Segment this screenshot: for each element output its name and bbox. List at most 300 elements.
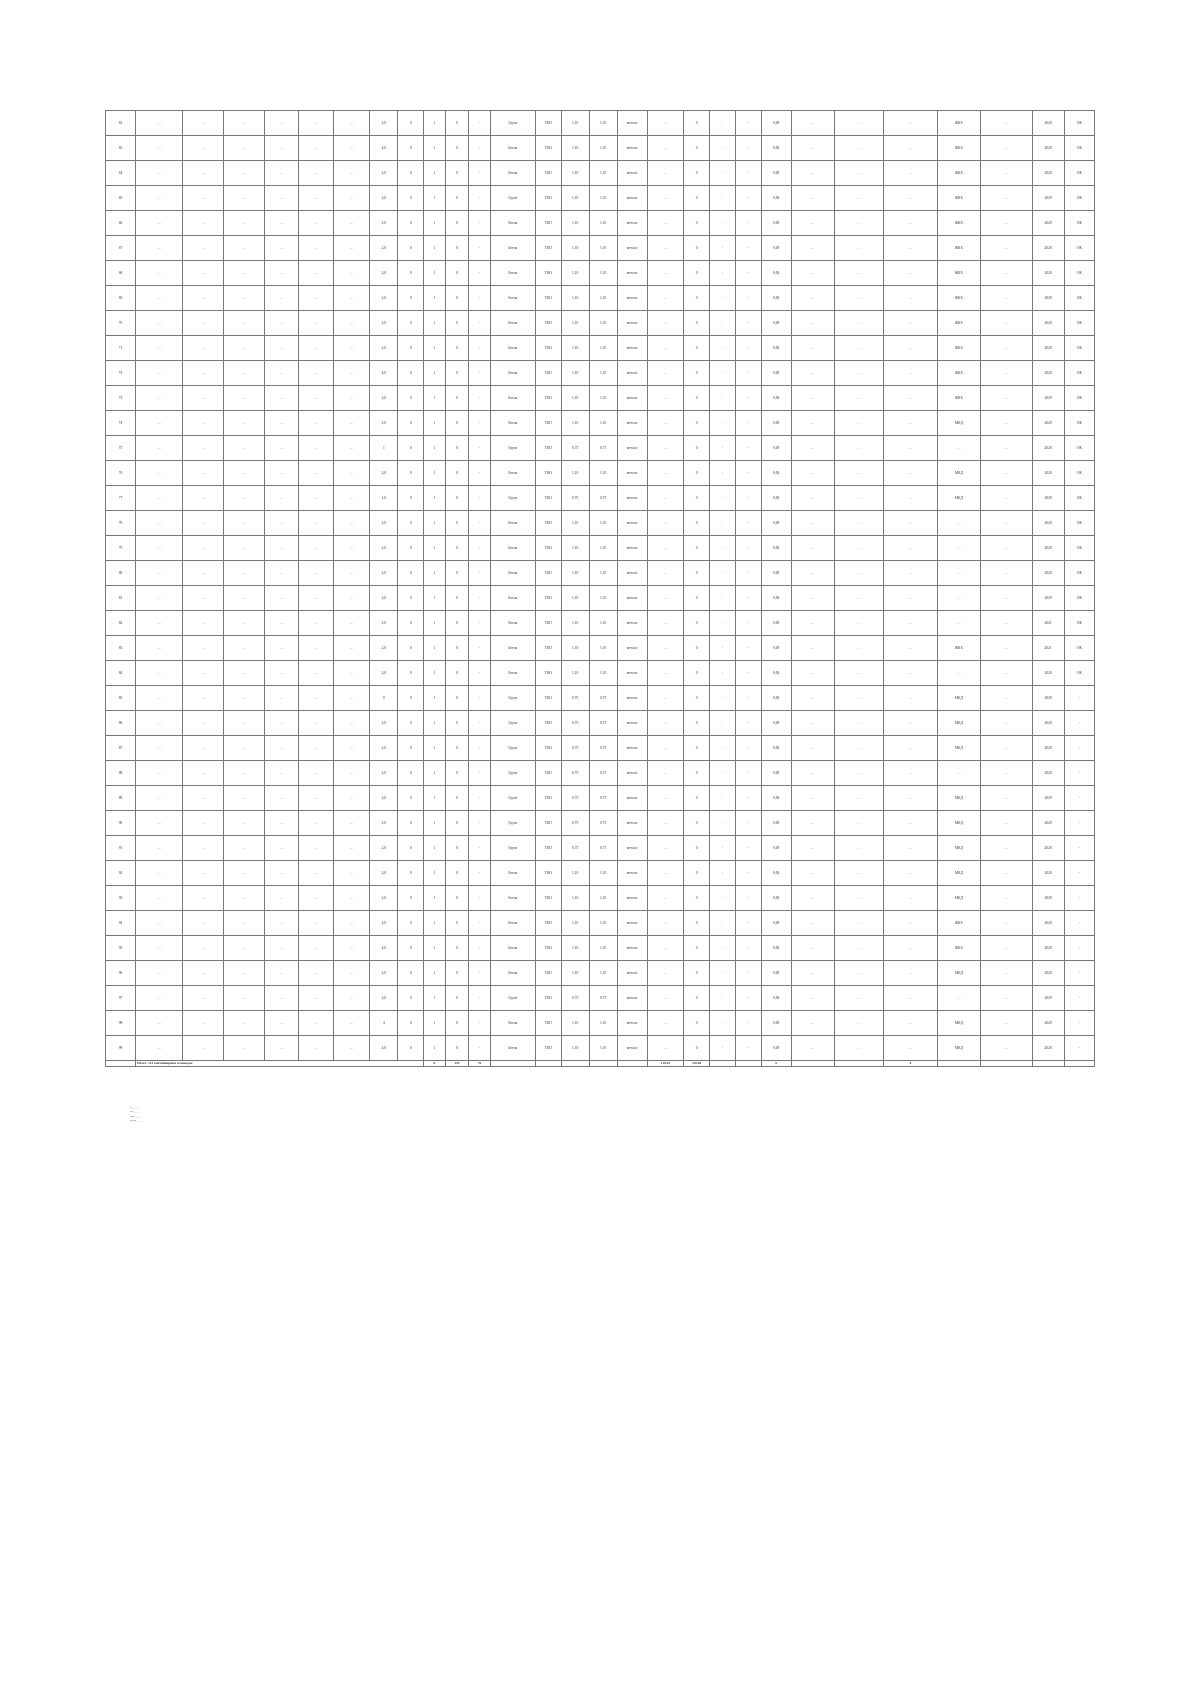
table-cell: 2020 xyxy=(1032,1011,1064,1036)
table-cell: 1,10 xyxy=(589,1036,617,1061)
table-cell: … xyxy=(265,386,299,411)
table-cell: - xyxy=(710,836,736,861)
table-cell: … xyxy=(183,236,224,261)
table-cell: … xyxy=(791,836,834,861)
table-cell: - xyxy=(735,336,761,361)
table-cell: … xyxy=(333,611,370,636)
table-cell: … xyxy=(647,1036,684,1061)
table-cell: Грунт xyxy=(490,811,535,836)
table-cell: 1 xyxy=(424,936,446,961)
table-cell: … xyxy=(647,561,684,586)
table-cell: … xyxy=(884,511,938,536)
table-cell: … xyxy=(980,411,1032,436)
table-cell: ТКО xyxy=(535,711,561,736)
table-cell: - xyxy=(710,536,736,561)
table-cell: … xyxy=(980,1011,1032,1036)
table-cell: 1,10 xyxy=(589,111,617,136)
table-cell: - xyxy=(710,161,736,186)
table-cell: металл xyxy=(617,486,647,511)
footnote-4: **** – … xyxy=(130,1119,143,1124)
table-cell: - xyxy=(1064,686,1094,711)
table-cell: ТКО xyxy=(535,136,561,161)
table-cell: - xyxy=(735,811,761,836)
table-cell: - xyxy=(735,536,761,561)
table-cell: - xyxy=(735,686,761,711)
table-cell: 2,0 xyxy=(370,236,398,261)
table-cell: - xyxy=(469,461,491,486)
table-cell: … xyxy=(791,361,834,386)
table-cell: Бетон xyxy=(490,261,535,286)
table-cell: … xyxy=(224,361,265,386)
row-number-cell: 74 xyxy=(106,411,136,436)
table-cell: … xyxy=(183,361,224,386)
table-cell: … xyxy=(647,861,684,886)
table-cell: 0 xyxy=(684,636,710,661)
table-cell: 0,00 xyxy=(761,461,791,486)
table-cell: 1 xyxy=(424,636,446,661)
table-cell: 2,0 xyxy=(370,461,398,486)
table-cell: 0 xyxy=(398,886,424,911)
table-cell: 2020 xyxy=(1032,186,1064,211)
table-cell: … xyxy=(299,211,333,236)
table-cell: ТКО xyxy=(535,561,561,586)
table-cell: - xyxy=(469,361,491,386)
table-cell: 2,0 xyxy=(370,711,398,736)
table-cell: Бетон xyxy=(490,1036,535,1061)
table-cell: 0 xyxy=(445,186,469,211)
table-cell: … xyxy=(884,1011,938,1036)
table-cell: … xyxy=(299,161,333,186)
table-cell: … xyxy=(791,136,834,161)
table-cell: 0 xyxy=(398,436,424,461)
table-cell: металл xyxy=(617,661,647,686)
table-cell: … xyxy=(647,186,684,211)
table-cell: Бетон xyxy=(490,461,535,486)
table-cell: - xyxy=(710,911,736,936)
table-cell: … xyxy=(299,586,333,611)
table-cell: 2,0 xyxy=(370,336,398,361)
table-cell: - xyxy=(710,561,736,586)
table-cell: ЖКХ xyxy=(937,911,980,936)
row-number-cell: 65 xyxy=(106,186,136,211)
table-cell: … xyxy=(791,1011,834,1036)
table-cell: 1 xyxy=(424,261,446,286)
table-cell: … xyxy=(980,186,1032,211)
table-cell: 2020 xyxy=(1032,536,1064,561)
row-number-cell: 89 xyxy=(106,786,136,811)
table-cell: 2020 xyxy=(1032,686,1064,711)
table-cell: 0,75 xyxy=(561,786,589,811)
table-cell: - xyxy=(735,111,761,136)
address-cell: … xyxy=(136,411,183,436)
table-cell: … xyxy=(224,311,265,336)
table-cell: … xyxy=(980,511,1032,536)
table-cell: 2020 xyxy=(1032,811,1064,836)
table-cell: … xyxy=(980,286,1032,311)
table-cell: - xyxy=(735,886,761,911)
table-row xyxy=(106,536,1095,561)
table-cell: - xyxy=(735,1011,761,1036)
table-cell: 2021 xyxy=(1032,636,1064,661)
table-row xyxy=(106,836,1095,861)
table-cell: 0,75 xyxy=(589,761,617,786)
table-cell: … xyxy=(647,486,684,511)
table-cell: ОК xyxy=(1064,136,1094,161)
table-cell: ТКО xyxy=(535,361,561,386)
table-cell: 2,0 xyxy=(370,111,398,136)
table-cell: Бетон xyxy=(490,336,535,361)
table-cell: - xyxy=(710,611,736,636)
table-cell: … xyxy=(265,111,299,136)
table-cell: ТКО xyxy=(535,411,561,436)
table-cell: Грунт xyxy=(490,836,535,861)
table-cell: - xyxy=(469,586,491,611)
table-cell: - xyxy=(710,636,736,661)
table-cell: Бетон xyxy=(490,1011,535,1036)
table-cell: … xyxy=(980,861,1032,886)
table-cell: ТКО xyxy=(535,786,561,811)
table-cell: 2021 xyxy=(1032,611,1064,636)
totals-cell: 0 xyxy=(424,1061,446,1067)
table-cell: … xyxy=(333,211,370,236)
table-cell: 0,00 xyxy=(761,511,791,536)
table-row xyxy=(106,436,1095,461)
table-cell: … xyxy=(834,511,883,536)
table-cell: … xyxy=(224,536,265,561)
table-cell: - xyxy=(1064,886,1094,911)
table-cell: … xyxy=(647,536,684,561)
table-cell: … xyxy=(884,786,938,811)
table-cell: 0,00 xyxy=(761,536,791,561)
table-cell: … xyxy=(333,736,370,761)
table-cell: 1 xyxy=(424,136,446,161)
row-number-cell: 79 xyxy=(106,536,136,561)
table-cell: … xyxy=(224,811,265,836)
table-cell: МКД xyxy=(937,811,980,836)
row-number-cell: 86 xyxy=(106,711,136,736)
table-cell: 0,00 xyxy=(761,186,791,211)
table-cell: металл xyxy=(617,686,647,711)
table-cell: 0 xyxy=(445,361,469,386)
table-cell: 2020 xyxy=(1032,711,1064,736)
table-cell: … xyxy=(834,336,883,361)
table-cell: … xyxy=(333,661,370,686)
table-cell: … xyxy=(265,736,299,761)
table-cell: 1 xyxy=(424,336,446,361)
table-cell: МКД xyxy=(937,886,980,911)
table-row xyxy=(106,761,1095,786)
table-cell: … xyxy=(834,786,883,811)
table-cell: 0 xyxy=(398,836,424,861)
table-cell: … xyxy=(333,161,370,186)
table-cell: 2020 xyxy=(1032,436,1064,461)
table-cell: … xyxy=(224,586,265,611)
table-cell: … xyxy=(937,511,980,536)
table-cell: - xyxy=(710,211,736,236)
table-cell: Грунт xyxy=(490,186,535,211)
table-cell: 0 xyxy=(398,536,424,561)
table-cell: - xyxy=(735,586,761,611)
table-cell: 2,0 xyxy=(370,986,398,1011)
table-cell: 1 xyxy=(424,1036,446,1061)
table-cell: - xyxy=(469,686,491,711)
table-cell: 0 xyxy=(445,861,469,886)
table-cell: 2,0 xyxy=(370,261,398,286)
table-cell: - xyxy=(469,836,491,861)
table-cell: ТКО xyxy=(535,1011,561,1036)
table-cell: … xyxy=(834,136,883,161)
table-cell: 2020 xyxy=(1032,761,1064,786)
table-body xyxy=(106,111,1095,1067)
table-cell: … xyxy=(980,736,1032,761)
table-cell: … xyxy=(834,486,883,511)
table-cell: … xyxy=(791,561,834,586)
table-cell: 1,10 xyxy=(589,636,617,661)
table-cell: … xyxy=(647,786,684,811)
table-cell: … xyxy=(884,661,938,686)
table-cell: - xyxy=(710,961,736,986)
table-cell: … xyxy=(791,686,834,711)
address-cell: … xyxy=(136,386,183,411)
table-cell: - xyxy=(469,261,491,286)
table-cell: 0,00 xyxy=(761,686,791,711)
table-cell: 1,10 xyxy=(561,536,589,561)
table-cell: 1,10 xyxy=(589,261,617,286)
table-row xyxy=(106,111,1095,136)
table-cell: Грунт xyxy=(490,786,535,811)
table-row xyxy=(106,736,1095,761)
table-cell: ТКО xyxy=(535,336,561,361)
table-cell: 1,10 xyxy=(589,361,617,386)
table-cell: металл xyxy=(617,211,647,236)
table-cell: ОК xyxy=(1064,636,1094,661)
table-cell: … xyxy=(183,461,224,486)
table-cell: 1,10 xyxy=(561,336,589,361)
table-cell: … xyxy=(224,561,265,586)
table-cell: 0,00 xyxy=(761,861,791,886)
table-cell: ОК xyxy=(1064,286,1094,311)
table-cell: … xyxy=(333,961,370,986)
table-cell: … xyxy=(299,961,333,986)
table-cell: 0 xyxy=(398,1036,424,1061)
row-number-cell: 69 xyxy=(106,286,136,311)
table-cell: 0,00 xyxy=(761,1036,791,1061)
totals-cell xyxy=(735,1061,761,1067)
table-cell: 1 xyxy=(424,586,446,611)
table-cell: металл xyxy=(617,136,647,161)
table-cell: … xyxy=(333,511,370,536)
table-row xyxy=(106,686,1095,711)
table-row xyxy=(106,361,1095,386)
table-cell: … xyxy=(834,736,883,761)
table-row xyxy=(106,136,1095,161)
row-number-cell: 95 xyxy=(106,936,136,961)
table-cell: ЖКХ xyxy=(937,136,980,161)
table-cell: 2020 xyxy=(1032,1036,1064,1061)
table-cell: … xyxy=(647,236,684,261)
table-cell: … xyxy=(647,311,684,336)
table-cell: ТКО xyxy=(535,886,561,911)
table-row xyxy=(106,286,1095,311)
table-cell: … xyxy=(299,611,333,636)
table-cell: … xyxy=(183,1011,224,1036)
table-cell: … xyxy=(333,886,370,911)
table-cell: 0,00 xyxy=(761,261,791,286)
table-cell: … xyxy=(183,286,224,311)
table-cell: … xyxy=(333,286,370,311)
table-cell: Бетон xyxy=(490,361,535,386)
table-cell: металл xyxy=(617,261,647,286)
table-cell: 0 xyxy=(684,211,710,236)
table-cell: 0 xyxy=(398,561,424,586)
table-cell: - xyxy=(735,386,761,411)
table-cell: 0,75 xyxy=(589,436,617,461)
table-cell: - xyxy=(735,161,761,186)
table-cell: … xyxy=(333,836,370,861)
table-cell: 0,00 xyxy=(761,786,791,811)
table-cell: … xyxy=(224,1011,265,1036)
totals-cell: 0 xyxy=(761,1061,791,1067)
table-cell: … xyxy=(980,336,1032,361)
table-cell: 1 xyxy=(424,1011,446,1036)
table-cell: 1 xyxy=(424,436,446,461)
table-cell: … xyxy=(791,461,834,486)
table-cell: Бетон xyxy=(490,161,535,186)
address-cell: … xyxy=(136,361,183,386)
table-cell: 1 xyxy=(424,836,446,861)
table-cell: … xyxy=(791,886,834,911)
table-cell: … xyxy=(791,336,834,361)
table-cell: МКД xyxy=(937,1036,980,1061)
table-cell: 1 xyxy=(424,486,446,511)
table-cell: … xyxy=(791,786,834,811)
table-row xyxy=(106,586,1095,611)
address-cell: … xyxy=(136,586,183,611)
table-cell: … xyxy=(333,711,370,736)
table-cell: - xyxy=(469,861,491,886)
table-cell: … xyxy=(884,336,938,361)
table-cell: … xyxy=(299,936,333,961)
table-cell: 4 xyxy=(370,1011,398,1036)
table-row xyxy=(106,311,1095,336)
table-cell: 2020 xyxy=(1032,861,1064,886)
table-cell: Грунт xyxy=(490,986,535,1011)
row-number-cell: 62 xyxy=(106,111,136,136)
table-cell: Грунт xyxy=(490,436,535,461)
table-cell: МКД xyxy=(937,836,980,861)
table-cell: 0 xyxy=(398,111,424,136)
address-cell: … xyxy=(136,136,183,161)
table-cell: 2020 xyxy=(1032,936,1064,961)
table-cell: 0,75 xyxy=(561,761,589,786)
table-cell: металл xyxy=(617,286,647,311)
table-cell: … xyxy=(647,461,684,486)
table-cell: … xyxy=(299,461,333,486)
table-cell: 0,00 xyxy=(761,736,791,761)
table-cell: 0,00 xyxy=(761,1011,791,1036)
table-cell: ТКО xyxy=(535,486,561,511)
table-cell: … xyxy=(884,961,938,986)
table-cell: … xyxy=(980,786,1032,811)
row-number-cell: 93 xyxy=(106,886,136,911)
table-row xyxy=(106,186,1095,211)
table-cell: 1,10 xyxy=(561,236,589,261)
table-cell: … xyxy=(834,936,883,961)
table-cell: … xyxy=(980,911,1032,936)
address-cell: … xyxy=(136,836,183,861)
table-cell: 0,00 xyxy=(761,411,791,436)
table-cell: - xyxy=(469,286,491,311)
table-cell: … xyxy=(884,736,938,761)
table-cell: … xyxy=(299,386,333,411)
address-cell: … xyxy=(136,286,183,311)
table-cell: 0 xyxy=(445,886,469,911)
row-number-cell: 81 xyxy=(106,586,136,611)
table-cell: - xyxy=(710,436,736,461)
table-cell: … xyxy=(265,186,299,211)
table-cell: … xyxy=(647,961,684,986)
table-cell: 0 xyxy=(398,236,424,261)
table-cell: … xyxy=(647,211,684,236)
table-cell: … xyxy=(834,986,883,1011)
table-cell: … xyxy=(791,611,834,636)
table-cell: 0 xyxy=(445,586,469,611)
table-cell: - xyxy=(735,636,761,661)
table-cell: Бетон xyxy=(490,636,535,661)
table-cell: Бетон xyxy=(490,136,535,161)
table-cell: … xyxy=(647,986,684,1011)
table-cell: … xyxy=(299,911,333,936)
table-cell: - xyxy=(1064,861,1094,886)
table-row xyxy=(106,961,1095,986)
table-cell: … xyxy=(834,561,883,586)
table-cell: - xyxy=(1064,1011,1094,1036)
table-cell: Грунт xyxy=(490,761,535,786)
footnote-3: *** – … xyxy=(130,1114,142,1119)
table-cell: … xyxy=(884,561,938,586)
table-cell: Бетон xyxy=(490,286,535,311)
table-cell: 0,00 xyxy=(761,811,791,836)
table-cell: Грунт xyxy=(490,686,535,711)
table-cell: 0,00 xyxy=(761,961,791,986)
table-cell: Бетон xyxy=(490,936,535,961)
table-cell: … xyxy=(183,186,224,211)
table-cell: - xyxy=(710,186,736,211)
table-cell: - xyxy=(710,1011,736,1036)
table-cell: - xyxy=(710,811,736,836)
table-cell: 1,10 xyxy=(589,311,617,336)
table-cell: … xyxy=(834,911,883,936)
table-cell: … xyxy=(299,436,333,461)
table-cell: металл xyxy=(617,636,647,661)
table-cell: … xyxy=(183,611,224,636)
table-cell: 1 xyxy=(424,986,446,1011)
table-row xyxy=(106,511,1095,536)
table-cell: ЖКХ xyxy=(937,236,980,261)
table-cell: 1 xyxy=(424,686,446,711)
table-cell: 1,10 xyxy=(589,661,617,686)
row-number-cell: 88 xyxy=(106,761,136,786)
row-number-cell: 80 xyxy=(106,561,136,586)
table-cell: 0 xyxy=(684,536,710,561)
table-cell: … xyxy=(791,236,834,261)
table-cell: … xyxy=(884,936,938,961)
table-cell: … xyxy=(183,336,224,361)
table-cell: 0,00 xyxy=(761,236,791,261)
address-cell: … xyxy=(136,161,183,186)
table-cell: 0 xyxy=(445,136,469,161)
table-cell: 1 xyxy=(424,161,446,186)
